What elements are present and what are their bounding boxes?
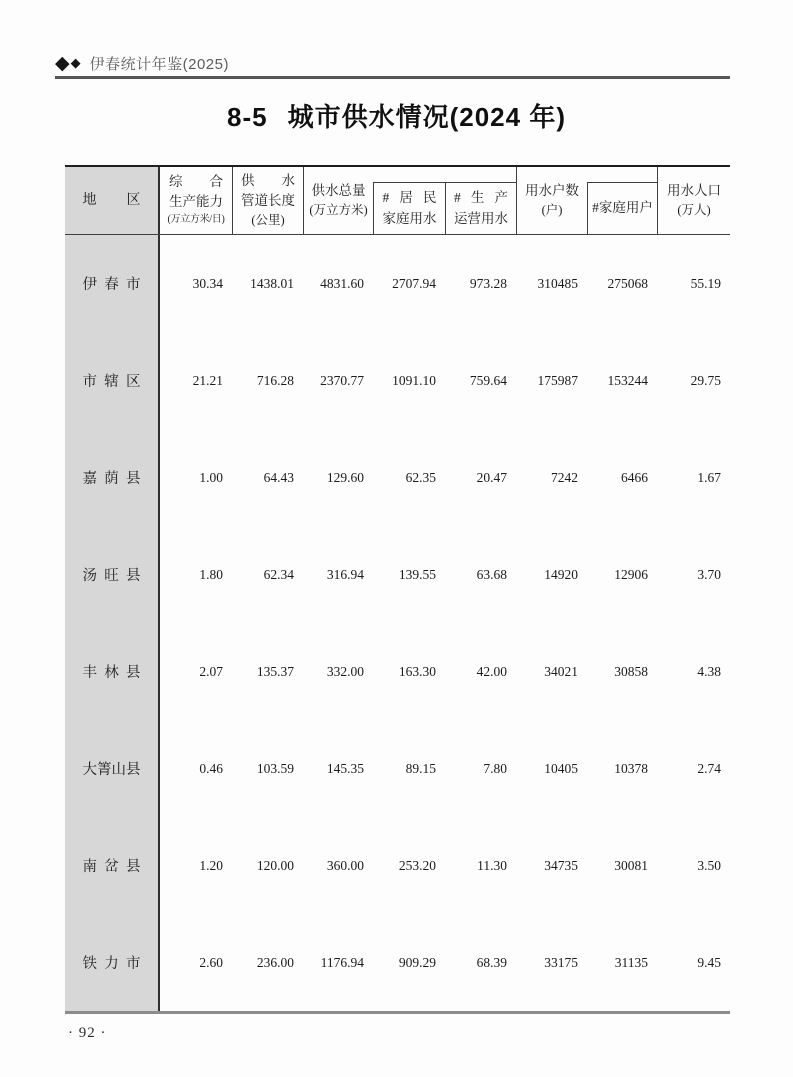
col-header-label: 综合 [169, 174, 223, 190]
table-number: 8-5 [227, 102, 268, 132]
col-header-family-users [587, 167, 657, 234]
table-row [65, 332, 730, 429]
region-name: 大箐山县 [82, 762, 141, 778]
region-name: 嘉荫县 [82, 471, 141, 487]
col-header-user-count [516, 167, 587, 234]
value-cell: 973.28 [469, 275, 507, 291]
value-cell: 34735 [544, 857, 578, 873]
value-cell: 30.34 [192, 275, 223, 291]
value-cell: 275068 [607, 275, 648, 291]
region-cell [65, 817, 160, 914]
value-cell: 12906 [614, 566, 648, 582]
value-cell: 139.55 [398, 566, 436, 582]
table-title-text: 城市供水情况(2024 年) [287, 102, 566, 132]
value-cell: 0.46 [199, 760, 223, 776]
value-cell: 34021 [544, 663, 578, 679]
table-row [65, 235, 730, 332]
col-header-label: 家庭用水 [382, 210, 437, 226]
value-cell: 3.50 [697, 857, 721, 873]
table-row [65, 526, 730, 623]
value-cell: 1438.01 [250, 275, 294, 291]
value-cell: 33175 [544, 954, 578, 970]
table-row [65, 914, 730, 1011]
col-header-label: 地区 [82, 192, 141, 208]
col-header-unit: (万立方米/日) [167, 214, 225, 226]
nested-header-box [373, 182, 445, 234]
value-cell: 20.47 [476, 469, 507, 485]
value-cell: 360.00 [326, 857, 364, 873]
page-title [0, 97, 793, 134]
col-header-label: 供水 [241, 172, 295, 188]
value-cell: 10405 [544, 760, 578, 776]
value-cell: 759.64 [469, 372, 507, 388]
value-cell: 310485 [537, 275, 578, 291]
region-cell [65, 332, 160, 429]
value-cell: 120.00 [256, 857, 294, 873]
value-cell: 103.59 [256, 760, 294, 776]
diamond-icon: ◆ [55, 52, 70, 74]
value-cell: 2.60 [199, 954, 223, 970]
region-cell [65, 429, 160, 526]
value-cell: 63.68 [476, 566, 507, 582]
value-cell: 30081 [614, 857, 648, 873]
value-cell: 55.19 [690, 275, 721, 291]
col-header-total-supply [303, 167, 373, 234]
value-cell: 4831.60 [320, 275, 364, 291]
col-header-capacity [160, 167, 232, 234]
col-header-population [657, 167, 730, 234]
col-header-label: #居民 [382, 189, 437, 205]
value-cell: 89.15 [405, 760, 436, 776]
value-cell: 68.39 [476, 954, 507, 970]
value-cell: 316.94 [326, 566, 364, 582]
value-cell: 2.74 [697, 760, 721, 776]
col-header-label: 用水人口 [667, 182, 721, 198]
region-name: 丰林县 [82, 665, 141, 681]
value-cell: 129.60 [326, 469, 364, 485]
value-cell: 153244 [607, 372, 648, 388]
region-cell [65, 720, 160, 817]
col-header-residential-water [373, 167, 445, 234]
value-cell: 909.29 [398, 954, 436, 970]
value-cell: 6466 [621, 469, 648, 485]
col-header-unit: (万立方米) [309, 202, 368, 217]
value-cell: 7242 [551, 469, 578, 485]
value-cell: 332.00 [326, 663, 364, 679]
col-header-label: #家庭用户 [592, 200, 653, 216]
running-head [55, 53, 229, 74]
value-cell: 31135 [614, 954, 648, 970]
table-row [65, 623, 730, 720]
region-name: 汤旺县 [82, 568, 141, 584]
col-header-label: 管道长度 [241, 192, 295, 208]
col-header-region [65, 167, 160, 234]
region-name: 市辖区 [82, 374, 141, 390]
table-row [65, 429, 730, 526]
value-cell: 14920 [544, 566, 578, 582]
value-cell: 7.80 [483, 760, 507, 776]
value-cell: 11.30 [477, 857, 507, 873]
value-cell: 1.00 [199, 469, 223, 485]
value-cell: 62.35 [405, 469, 436, 485]
value-cell: 175987 [537, 372, 578, 388]
region-cell [65, 526, 160, 623]
value-cell: 1.67 [697, 469, 721, 485]
value-cell: 716.28 [256, 372, 294, 388]
value-cell: 21.21 [192, 372, 223, 388]
col-header-production-water [445, 167, 516, 234]
col-header-label: 生产能力 [169, 194, 223, 210]
value-cell: 1091.10 [392, 372, 436, 388]
value-cell: 2.07 [199, 663, 223, 679]
table-header-row [65, 165, 730, 235]
value-cell: 1176.94 [320, 954, 364, 970]
region-cell [65, 623, 160, 720]
region-name: 伊春市 [82, 277, 141, 293]
col-header-label: 供水总量 [311, 182, 366, 198]
value-cell: 64.43 [263, 469, 294, 485]
value-cell: 3.70 [697, 566, 721, 582]
region-cell [65, 235, 160, 332]
table-row [65, 817, 730, 914]
diamond-icon: ◆ [70, 56, 81, 71]
region-name: 铁力市 [82, 956, 141, 972]
value-cell: 135.37 [256, 663, 294, 679]
value-cell: 2370.77 [320, 372, 364, 388]
region-name: 南岔县 [82, 859, 141, 875]
value-cell: 1.20 [199, 857, 223, 873]
col-header-label: #生产 [454, 189, 508, 205]
region-cell [65, 914, 160, 1011]
table-row [65, 720, 730, 817]
col-header-unit: (万人) [677, 202, 711, 217]
value-cell: 145.35 [326, 760, 364, 776]
nested-header-box [587, 182, 657, 234]
col-header-label: 运营用水 [454, 210, 508, 226]
value-cell: 30858 [614, 663, 648, 679]
nested-header-box [445, 182, 516, 234]
book-title: 伊春统计年鉴(2025) [89, 56, 229, 73]
table-body [65, 235, 730, 1014]
value-cell: 10378 [614, 760, 648, 776]
water-supply-table [65, 165, 730, 1014]
value-cell: 2707.94 [392, 275, 436, 291]
value-cell: 253.20 [398, 857, 436, 873]
value-cell: 62.34 [263, 566, 294, 582]
value-cell: 9.45 [697, 954, 721, 970]
header-rule-divider [55, 76, 730, 79]
value-cell: 1.80 [199, 566, 223, 582]
value-cell: 163.30 [398, 663, 436, 679]
value-cell: 236.00 [256, 954, 294, 970]
value-cell: 29.75 [690, 372, 721, 388]
value-cell: 42.00 [476, 663, 507, 679]
col-header-pipe-length [232, 167, 303, 234]
col-header-unit: (户) [541, 202, 563, 217]
page-number: · 92 · [68, 1025, 107, 1041]
col-header-label: 用水户数 [525, 182, 579, 198]
col-header-unit: (公里) [251, 212, 285, 227]
value-cell: 4.38 [697, 663, 721, 679]
